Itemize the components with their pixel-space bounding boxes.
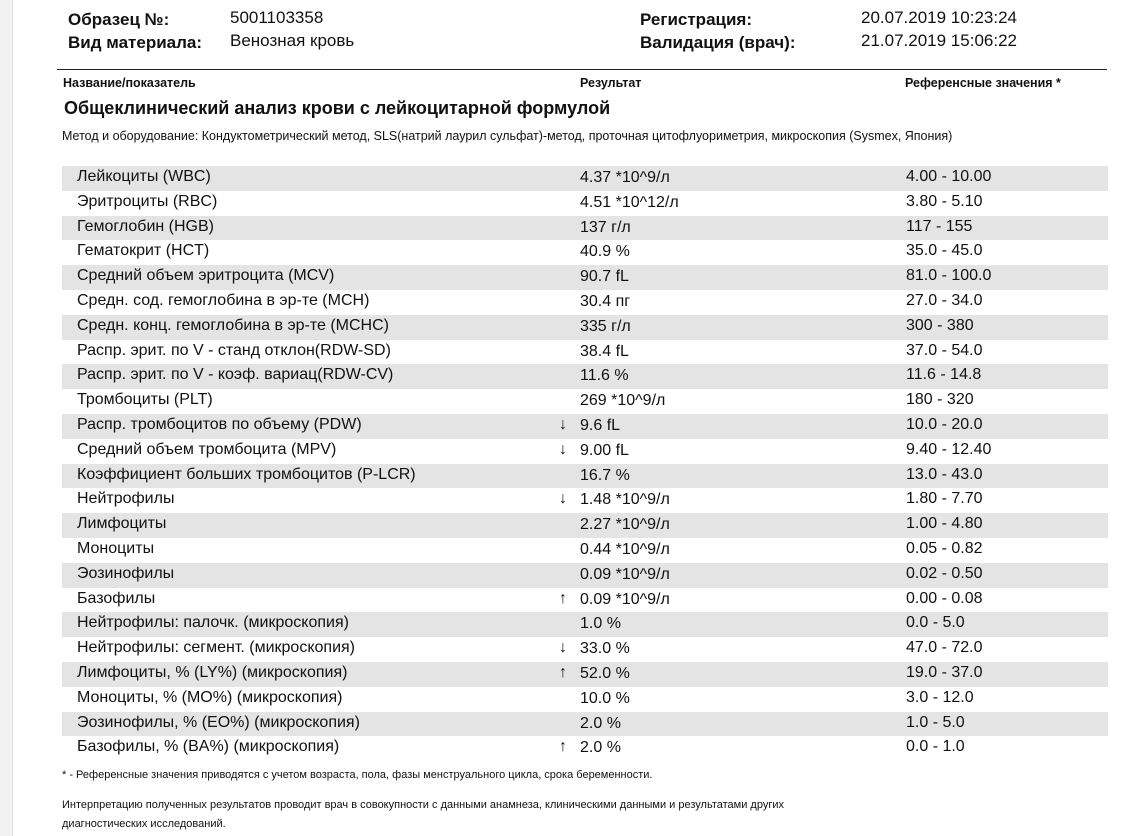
method-description: Метод и оборудование: Кондуктометрический метод, SLS(натрий лаурил сульфат)-метод, проточная цитофлуориметрия, микроскопия (Sysmex, Япония): [62, 129, 953, 143]
test-result: 335 г/л: [580, 317, 631, 335]
validation-value: 21.07.2019 15:06:22: [861, 31, 1017, 50]
test-result: 52.0 %: [580, 664, 630, 682]
test-result: 30.4 пг: [580, 292, 631, 310]
low-flag-arrow-down-icon: ↓: [559, 639, 567, 657]
test-result: 40.9 %: [580, 243, 630, 261]
table-row: [62, 712, 1108, 737]
test-result: 0.44 *10^9/л: [580, 540, 670, 558]
table-row: [62, 439, 1108, 464]
test-result: 90.7 fL: [580, 268, 629, 286]
test-name: Нейтрофилы: сегмент. (микроскопия): [77, 639, 355, 657]
reference-range: 0.05 - 0.82: [906, 539, 983, 557]
reference-range: 4.00 - 10.00: [906, 168, 992, 185]
material-type-value: Венозная кровь: [230, 31, 355, 50]
validation-label: Валидация (врач):: [640, 33, 796, 52]
table-row: [62, 265, 1108, 290]
low-flag-arrow-down-icon: ↓: [559, 490, 567, 508]
reference-range: 13.0 - 43.0: [906, 465, 983, 483]
table-row: [62, 364, 1108, 389]
test-result: 16.7 %: [580, 466, 630, 484]
reference-range: 1.0 - 5.0: [906, 713, 965, 731]
test-result: 9.00 fL: [580, 441, 629, 459]
test-name: Моноциты: [77, 539, 155, 557]
table-row: [62, 240, 1108, 265]
table-row: [62, 736, 1108, 761]
test-name: Нейтрофилы: палочк. (микроскопия): [77, 614, 349, 632]
test-name: Распр. эрит. по V - коэф. вариац(RDW-CV): [77, 366, 394, 384]
table-row: [62, 563, 1108, 588]
reference-range: 3.0 - 12.0: [906, 688, 974, 706]
test-result: 4.51 *10^12/л: [580, 193, 679, 211]
test-result: 137 г/л: [580, 218, 631, 236]
reference-range: 180 - 320: [906, 391, 974, 409]
test-name: Лейкоциты (WBC): [77, 168, 211, 185]
test-result: 2.0 %: [580, 714, 621, 732]
test-name: Базофилы, % (BA%) (микроскопия): [77, 738, 340, 756]
test-name: Коэффициент больших тромбоцитов (P-LCR): [77, 465, 416, 483]
table-row: [62, 290, 1108, 315]
test-result: 1.0 %: [580, 615, 621, 633]
column-header-result: Результат: [580, 76, 642, 90]
table-row: [62, 538, 1108, 563]
table-row: [62, 414, 1108, 439]
test-name: Моноциты, % (MO%) (микроскопия): [77, 688, 343, 706]
table-row: [62, 687, 1108, 712]
reference-range: 10.0 - 20.0: [906, 415, 983, 433]
test-result: 4.37 *10^9/л: [580, 169, 670, 186]
test-result: 0.09 *10^9/л: [580, 590, 670, 608]
reference-range: 35.0 - 45.0: [906, 242, 983, 260]
table-row: [62, 216, 1108, 241]
table-row: [62, 340, 1108, 365]
column-header-reference: Референсные значения *: [905, 76, 1061, 90]
high-flag-arrow-up-icon: ↑: [559, 589, 567, 607]
test-name: Гематокрит (HCT): [77, 242, 210, 260]
reference-range: 1.00 - 4.80: [906, 515, 983, 533]
test-name: Нейтрофилы: [77, 490, 175, 508]
test-name: Лимфоциты, % (LY%) (микроскопия): [77, 663, 348, 681]
test-name: Лимфоциты: [77, 515, 167, 533]
test-name: Средний объем тромбоцита (MPV): [77, 440, 337, 458]
page-edge: [0, 0, 13, 836]
reference-range: 0.0 - 5.0: [906, 614, 965, 632]
results-table: [62, 166, 1108, 761]
test-result: 33.0 %: [580, 640, 630, 658]
reference-range: 9.40 - 12.40: [906, 440, 992, 458]
test-name: Распр. тромбоцитов по объему (PDW): [77, 415, 362, 433]
reference-range: 0.00 - 0.08: [906, 589, 983, 607]
reference-range: 117 - 155: [906, 217, 973, 235]
test-name: Средн. конц. гемоглобина в эр-те (MCHC): [77, 316, 389, 334]
test-name: Эритроциты (RBC): [77, 192, 218, 210]
reference-range: 0.02 - 0.50: [906, 564, 983, 582]
test-result: 9.6 fL: [580, 416, 621, 434]
test-result: 2.27 *10^9/л: [580, 516, 670, 534]
table-row: [62, 464, 1108, 489]
test-result: 11.6 %: [580, 367, 629, 385]
table-row: [62, 488, 1108, 513]
material-type-label: Вид материала:: [68, 33, 203, 52]
table-row: [62, 612, 1108, 637]
reference-range: 47.0 - 72.0: [906, 639, 983, 657]
test-result: 2.0 %: [580, 739, 621, 757]
test-result: 38.4 fL: [580, 342, 629, 360]
registration-label: Регистрация:: [640, 10, 753, 29]
section-title: Общеклинический анализ крови с лейкоцитарной формулой: [64, 98, 611, 118]
interpretation-note: Интерпретацию полученных результатов проводит врач в совокупности с данными анамнеза, клиническими данными и результатами других диагностических исследований.: [62, 799, 784, 830]
table-row: [62, 662, 1108, 687]
test-name: Эозинофилы, % (EO%) (микроскопия): [77, 713, 360, 731]
column-header-name: Название/показатель: [63, 76, 196, 90]
test-result: 1.48 *10^9/л: [580, 491, 670, 509]
table-row: [62, 637, 1108, 662]
test-result: 10.0 %: [580, 689, 630, 707]
low-flag-arrow-down-icon: ↓: [559, 440, 567, 458]
test-name: Базофилы: [77, 589, 156, 607]
test-name: Тромбоциты (PLT): [77, 391, 213, 409]
high-flag-arrow-up-icon: ↑: [559, 738, 567, 756]
high-flag-arrow-up-icon: ↑: [559, 663, 567, 681]
sample-number-label: Образец №:: [68, 10, 170, 29]
reference-range: 11.6 - 14.8: [906, 366, 982, 384]
registration-value: 20.07.2019 10:23:24: [861, 8, 1017, 27]
reference-range: 0.0 - 1.0: [906, 738, 965, 756]
test-name: Распр. эрит. по V - станд отклон(RDW-SD): [77, 341, 391, 359]
test-result: 269 *10^9/л: [580, 392, 666, 410]
test-name: Гемоглобин (HGB): [77, 217, 214, 235]
reference-range: 1.80 - 7.70: [906, 490, 983, 508]
table-row: [62, 513, 1108, 538]
sample-number-value: 5001103358: [230, 8, 324, 27]
reference-footnote: * - Референсные значения приводятся с учетом возраста, пола, фазы менструального цикла, срока беременности.: [62, 769, 653, 781]
reference-range: 300 - 380: [906, 316, 974, 334]
reference-range: 37.0 - 54.0: [906, 341, 983, 359]
reference-range: 3.80 - 5.10: [906, 192, 983, 210]
test-name: Эозинофилы: [77, 564, 175, 582]
reference-range: 19.0 - 37.0: [906, 663, 983, 681]
test-result: 0.09 *10^9/л: [580, 565, 670, 583]
table-row: [62, 389, 1108, 414]
table-row: [62, 191, 1108, 216]
table-row: [62, 315, 1108, 340]
reference-range: 27.0 - 34.0: [906, 291, 983, 309]
table-row: [62, 166, 1108, 191]
header-divider: [57, 69, 1107, 70]
low-flag-arrow-down-icon: ↓: [559, 415, 567, 433]
reference-range: 81.0 - 100.0: [906, 267, 992, 285]
test-name: Средний объем эритроцита (MCV): [77, 267, 335, 285]
table-row: [62, 588, 1108, 613]
test-name: Средн. сод. гемоглобина в эр-те (MCH): [77, 291, 370, 309]
